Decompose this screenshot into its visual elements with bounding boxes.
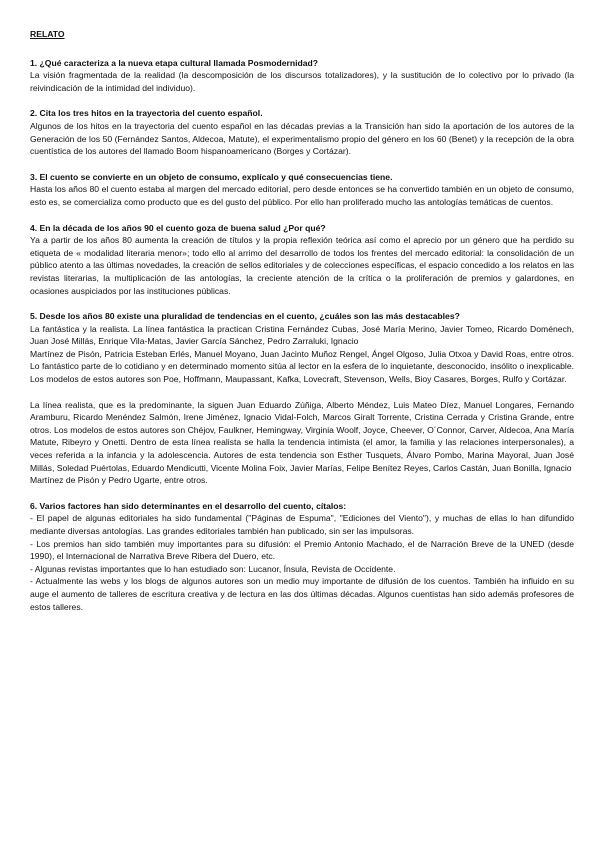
section-4: [30, 222, 574, 298]
section-2: [30, 107, 574, 157]
section-5: [30, 310, 574, 487]
answer-5-fantastic-intro: La fantástica y la realista. La línea fantástica la practican Cristina Fernández Cubas, José María Merino, Javier Tomeo, Ricardo Doménech, Juan José Millás, Enrique Vila-Matas, Javier García Sánchez, Pedro Zarraluki, Ignacio: [30, 323, 574, 347]
factor-webs-blogs: - Actualmente las webs y los blogs de algunos autores son un medio muy importante de difusión de los cuentos. También ha influido en su auge el aumento de talleres de escritura creativa y de lectura en las dos últimas décadas. Algunos cuentistas han sido además profesores de estos talleres.: [30, 576, 574, 612]
answer-2: Algunos de los hitos en la trayectoria del cuento español en las décadas previas a la Transición han sido la aportación de los autores de la Generación de los 50 (Fernández Santos, Aldecoa, Matute), el experimentalismo propio del género en los 60 (Benet) y la recepción de la obra cuentística de los autores del llamado Boom hispanoamericano (Borges y Cortázar).: [30, 120, 574, 157]
question-1: 1. ¿Qué caracteriza a la nueva etapa cultural llamada Posmodernidad?: [30, 57, 318, 68]
answer-3: Hasta los años 80 el cuento estaba al margen del mercado editorial, pero desde entonces se ha convertido también en un objeto de consumo, esto es, se comercializa como producto que es del gusto del público. Por ello han proliferado mucho las antologías temáticas de cuentos.: [30, 184, 574, 207]
question-4: 4. En la década de los años 90 el cuento goza de buena salud ¿Por qué?: [30, 222, 326, 233]
answer-5-realist-end: Martínez de Pisón y Pedro Ugarte, entre otros.: [30, 475, 208, 486]
question-6: 6. Varios factores han sido determinantes en el desarrollo del cuento, cítalos:: [30, 500, 347, 511]
factor-awards: - Los premios han sido también muy importantes para su difusión: el Premio Antonio Machado, el de Narración Breve de la UNED (desde 1990), el Internacional de Narrativa Breve Ribera del Duero, etc.: [30, 538, 574, 562]
factor-publishers: - El papel de algunas editoriales ha sido fundamental ("Páginas de Espuma", "Ediciones del Viento"), y muchas de ellas lo han difundido mediante diversas antologías. Las grandes editoriales también han publicado, sin ser las impulsoras.: [30, 513, 574, 536]
question-3: 3. El cuento se convierte en un objeto de consumo, explícalo y qué consecuencias tiene.: [30, 171, 393, 182]
answer-1: La visión fragmentada de la realidad (la descomposición de los discursos totalizadores), y la sustitución de lo colectivo por lo privado (la reivindicación de la intimidad del individuo).: [30, 70, 574, 93]
answer-5-realist-body: La línea realista, que es la predominante, la siguen Juan Eduardo Zúñiga, Alberto Méndez, Luis Mateo Díez, Manuel Longares, Fernando Aramburu, Ricardo Menéndez Salmón, Irene Jiménez, Ignacio Vidal-Folch, Marcos Giralt Torrente, Cristina Cerrada y Cristina Grande, entre otros. Los modelos de estos autores son Chéjov, Faulkner, Hemingway, Virginia Woolf, Joyce, Cheever, O´Connor, Carver, Aldecoa, Ana María Matute, Ribeyro y Onetti. Dentro de esta línea realista se halla la tendencia intimista (el amor, la familia y las relaciones interpersonales), a veces referida a la infancia y la adolescencia. Autores de esta tendencia son Esther Tusquets, Álvaro Pombo, Marina Mayoral, Juan José Millás, Soledad Puértolas, Eduardo Mendicutti, Vicente Molina Foix, Javier Marías, Felipe Benítez Reyes, Carlos Castán, Juan Bonilla, Ignacio: [30, 399, 574, 473]
document-heading: RELATO: [30, 29, 65, 39]
question-5: 5. Desde los años 80 existe una pluralidad de tendencias en el cuento, ¿cuáles son las más destacables?: [30, 311, 460, 322]
section-3: [30, 171, 574, 209]
factor-magazines: - Algunas revistas importantes que lo han estudiado son: Lucanor, Ínsula, Revista de Occidente.: [30, 563, 396, 574]
section-6: [30, 500, 574, 613]
answer-4: Ya a partir de los años 80 aumenta la creación de títulos y la propia reflexión teórica así como el aprecio por un género que ha perdido su etiqueta de « modalidad literaria menor»; todo ello al arrimo del desarrollo de todos los frentes del mercado editorial: la consolidación de un público atento a las últimas novedades, la creación de sellos editoriales y de colecciones específicas, el espacio concedido a los relatos en las revistas literarias, la multiplicación de las antologías, la creciente atención de la crítica o la proliferación de premios y galardones, en ocasiones auspiciados por las instituciones públicas.: [30, 235, 574, 296]
answer-5-fantastic-body: Martínez de Pisón, Patricia Esteban Erlés, Manuel Moyano, Juan Jacinto Muñoz Rengel, Ángel Olgoso, Julia Otxoa y David Roas, entre otros. Lo fantástico parte de lo cotidiano y en determinado momento sitúa al lector en la esfera de lo inquietante, desconocido, insólito o inexplicable. Los modelos de estos autores son Poe, Hoffmann, Maupassant, Kafka, Lovecraft, Stevenson, Wells, Bioy Casares, Borges, Rulfo y Cortázar.: [30, 348, 574, 385]
question-2: 2. Cita los tres hitos en la trayectoria del cuento español.: [30, 108, 263, 119]
section-1: [30, 57, 574, 95]
